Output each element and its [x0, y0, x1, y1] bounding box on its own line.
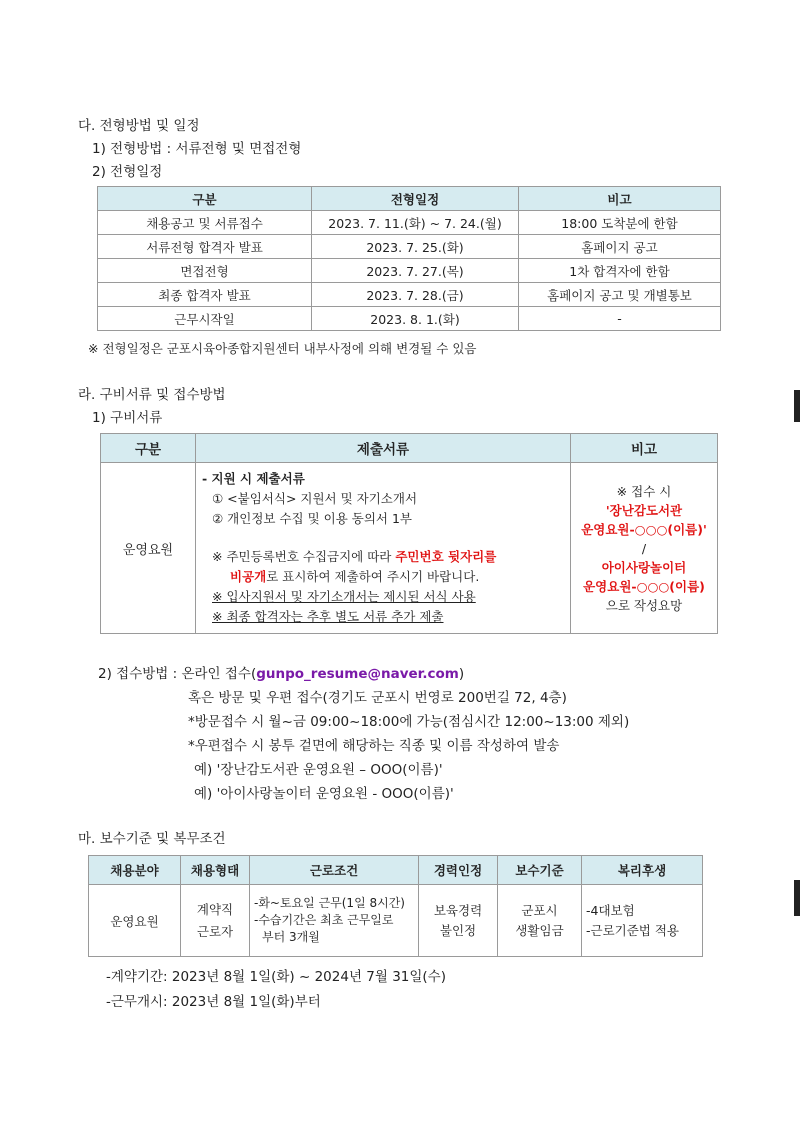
- receipt-method: [98, 662, 464, 682]
- col-header: 채용형태: [181, 856, 250, 885]
- table-cell: 면접전형: [98, 259, 312, 283]
- col-header: 제출서류: [196, 434, 571, 463]
- edge-mark: [794, 880, 800, 916]
- col-header: 구분: [98, 187, 312, 211]
- table-cell: 채용공고 및 서류접수: [98, 211, 312, 235]
- table-cell: [250, 885, 419, 957]
- receipt-close: ): [458, 666, 465, 682]
- table-cell: -: [519, 307, 721, 331]
- section-heading-ra: 라. 구비서류 및 접수방법: [78, 387, 226, 403]
- table-row: [98, 259, 721, 283]
- receipt-example: 예) '아이사랑놀이터 운영요원 - OOO(이름)': [194, 786, 454, 802]
- col-header: 구분: [101, 434, 196, 463]
- receipt-example: 예) '장난감도서관 운영요원 – OOO(이름)': [194, 762, 443, 778]
- table-row: [98, 235, 721, 259]
- note-resident-number: [202, 547, 564, 567]
- remark-line: ※ 접수 시: [616, 483, 672, 499]
- schedule-note: ※ 전형일정은 군포시육아종합지원센터 내부사정에 의해 변경될 수 있음: [88, 341, 477, 356]
- remark-line: '장난감도서관: [605, 502, 683, 518]
- table-cell: 2023. 7. 25.(화): [312, 235, 519, 259]
- table-cell: [419, 885, 498, 957]
- documents-title: - 지원 시 제출서류: [202, 471, 305, 486]
- cell-line: 부터 3개월: [262, 930, 320, 944]
- note-text: ※ 최종 합격자는 추후 별도 서류 추가 제출: [212, 609, 444, 624]
- section-heading-ma: 마. 보수기준 및 복무조건: [78, 831, 226, 847]
- note-text: ※ 주민등록번호 수집금지에 따라: [212, 549, 396, 564]
- table-row: [98, 283, 721, 307]
- table-row: [101, 463, 718, 634]
- cell-line: 계약직: [196, 901, 234, 917]
- docs-label: 1) 구비서류: [92, 410, 163, 426]
- section-heading-da: 다. 전형방법 및 일정: [78, 118, 200, 134]
- col-header: 경력인정: [419, 856, 498, 885]
- remark-line: 으로 작성요망: [605, 597, 683, 613]
- col-header: 비고: [571, 434, 718, 463]
- schedule-label: 2) 전형일정: [92, 164, 163, 180]
- documents-cell: [196, 463, 571, 634]
- table-cell: 18:00 도착분에 한함: [519, 211, 721, 235]
- contract-period: -계약기간: 2023년 8월 1일(화) ~ 2024년 7월 31일(수): [106, 969, 446, 985]
- receipt-line: 혹은 방문 및 우편 접수(경기도 군포시 번영로 200번길 72, 4층): [188, 690, 567, 706]
- note-text: ※ 입사지원서 및 자기소개서는 제시된 서식 사용: [212, 589, 476, 604]
- col-header: 보수기준: [498, 856, 582, 885]
- remark-line: 운영요원-○○○(이름)': [581, 521, 707, 537]
- table-cell: 홈페이지 공고: [519, 235, 721, 259]
- receipt-line: *우편접수 시 봉투 겉면에 해당하는 직종 및 이름 작성하여 발송: [188, 738, 560, 754]
- remark-line: 운영요원-○○○(이름): [583, 578, 705, 594]
- cell-line: 근로자: [196, 923, 234, 939]
- table-cell: 2023. 7. 11.(화) ~ 7. 24.(월): [312, 211, 519, 235]
- cell-line: -근로기준법 적용: [586, 922, 680, 938]
- cell-line: 생활임금: [515, 922, 564, 938]
- cell-line: 불인정: [439, 922, 477, 938]
- cell-line: -4대보험: [586, 902, 635, 918]
- cell-line: -수습기간은 최초 근무일로: [254, 913, 394, 927]
- receipt-label: 2) 접수방법 : 온라인 접수(: [98, 666, 257, 682]
- table-header-row: [89, 856, 703, 885]
- col-header: 근로조건: [250, 856, 419, 885]
- col-header: 전형일정: [312, 187, 519, 211]
- table-cell: 최종 합격자 발표: [98, 283, 312, 307]
- col-header: 채용분야: [89, 856, 181, 885]
- email-link[interactable]: gunpo_resume@naver.com: [256, 666, 459, 682]
- table-cell: 2023. 7. 28.(금): [312, 283, 519, 307]
- cell-line: 군포시: [521, 902, 558, 918]
- document-item: ② 개인정보 수집 및 이용 동의서 1부: [212, 511, 412, 526]
- table-cell: [498, 885, 582, 957]
- work-start: -근무개시: 2023년 8월 1일(화)부터: [106, 994, 321, 1010]
- table-cell: 운영요원: [89, 885, 181, 957]
- note-resident-number-cont: [202, 567, 564, 587]
- document-item: ① <붙임서식> 지원서 및 자기소개서: [212, 491, 418, 506]
- note-text: 로 표시하여 제출하여 주시기 바랍니다.: [266, 569, 480, 584]
- cell-line: -화~토요일 근무(1일 8시간): [254, 896, 405, 910]
- schedule-table: [97, 186, 721, 331]
- table-cell: 서류전형 합격자 발표: [98, 235, 312, 259]
- note-highlight: 비공개: [230, 569, 267, 584]
- note-form: [202, 587, 564, 607]
- remark-line: /: [641, 540, 647, 556]
- remark-line: 아이사랑놀이터: [601, 559, 687, 575]
- table-cell: 홈페이지 공고 및 개별통보: [519, 283, 721, 307]
- table-header-row: [98, 187, 721, 211]
- edge-mark: [794, 390, 800, 422]
- category-cell: 운영요원: [101, 463, 196, 634]
- remark-cell: [571, 463, 718, 634]
- table-cell: [582, 885, 703, 957]
- col-header: 복리후생: [582, 856, 703, 885]
- table-row: [98, 307, 721, 331]
- note-highlight: 주민번호 뒷자리를: [395, 549, 497, 564]
- cell-line: 보육경력: [433, 902, 483, 918]
- table-cell: 1차 합격자에 한함: [519, 259, 721, 283]
- receipt-line: *방문접수 시 월~금 09:00~18:00에 가능(점심시간 12:00~13:00 제외): [188, 714, 630, 730]
- table-row: [89, 885, 703, 957]
- table-cell: 2023. 7. 27.(목): [312, 259, 519, 283]
- table-cell: [181, 885, 250, 957]
- table-row: [98, 211, 721, 235]
- selection-method: 1) 전형방법 : 서류전형 및 면접전형: [92, 141, 302, 157]
- table-header-row: [101, 434, 718, 463]
- note-additional: [202, 607, 564, 627]
- col-header: 비고: [519, 187, 721, 211]
- documents-table: [100, 433, 718, 634]
- table-cell: 근무시작일: [98, 307, 312, 331]
- table-cell: 2023. 8. 1.(화): [312, 307, 519, 331]
- compensation-table: [88, 855, 703, 957]
